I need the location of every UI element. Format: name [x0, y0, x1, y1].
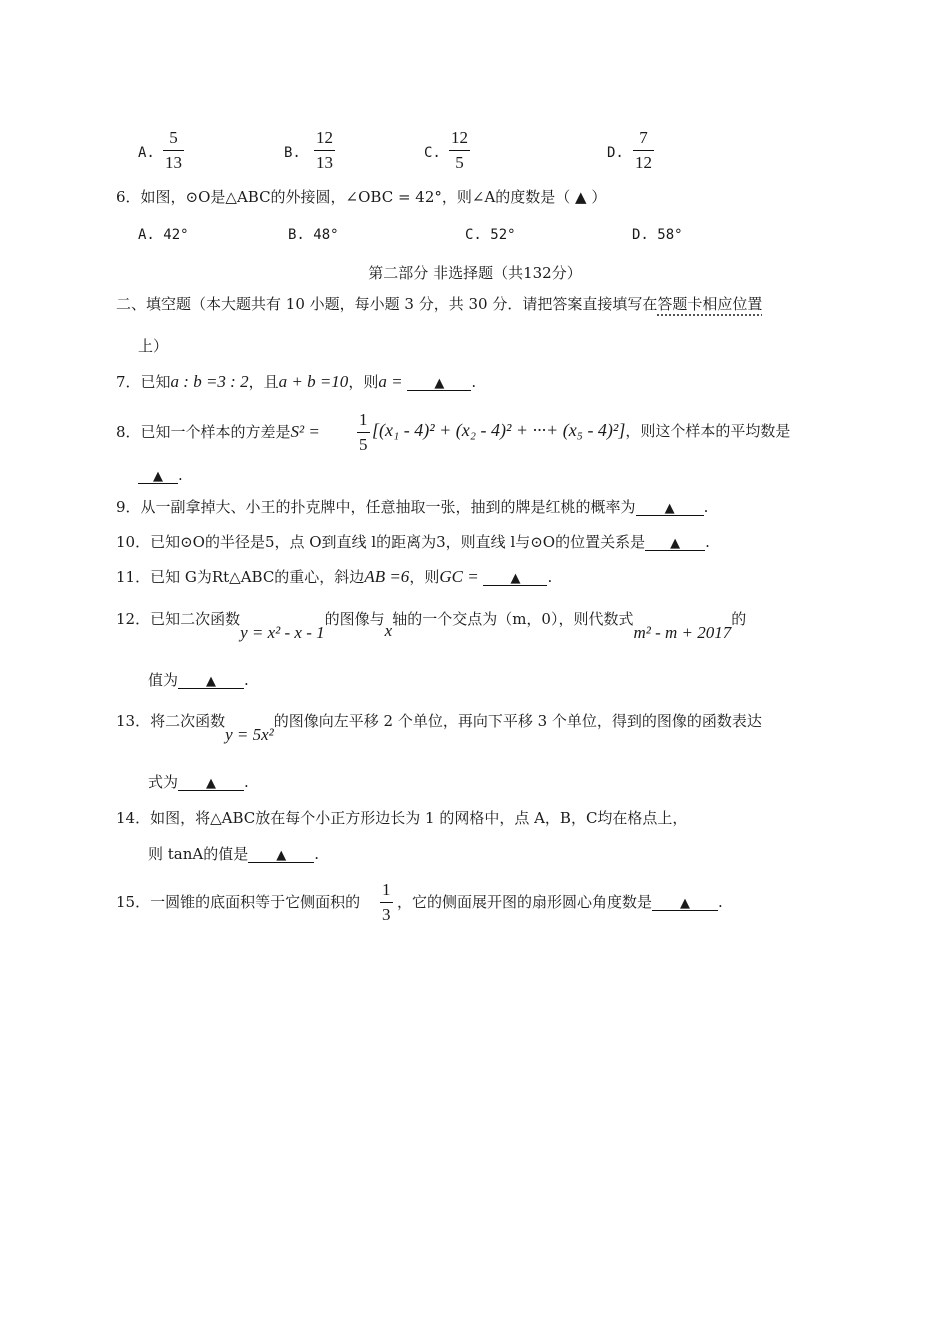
- q7-mid2: ，则: [348, 373, 379, 391]
- q8-end: .: [178, 466, 183, 484]
- q8-post: ，则这个样本的平均数是: [625, 422, 791, 440]
- q13-line2: 式为: [148, 773, 179, 791]
- q5-b-den: 13: [316, 153, 333, 172]
- q8-bracket-line: [372, 421, 790, 439]
- section2-line2: 上）: [138, 337, 169, 355]
- q14-line2: 则 tanA的值是: [148, 845, 249, 863]
- fraction-bar: [380, 902, 393, 903]
- triangle-icon: ▲: [510, 571, 521, 586]
- section2-dotted-emphasis: 答题卡相应位置: [657, 295, 763, 313]
- fraction-bar: [357, 432, 370, 433]
- triangle-icon: ▲: [680, 896, 691, 911]
- q11-pre: 11．已知 G为Rt△ABC的重心，斜边: [116, 568, 365, 586]
- q15-pre: 15．一圆锥的底面积等于它侧面积的: [116, 893, 361, 911]
- q6-option-d: D. 58°: [632, 227, 683, 243]
- q7-pre: 7．已知: [116, 373, 171, 391]
- triangle-icon: ▲: [206, 776, 217, 791]
- q8-frac-den: 5: [359, 435, 368, 454]
- q15-fraction: [380, 880, 393, 925]
- q7-answer-label: a =: [378, 372, 403, 391]
- q11-ab: AB =6: [364, 567, 410, 586]
- triangle-icon: ▲: [206, 674, 217, 689]
- q13-answer: 式为 ▲ .: [148, 773, 249, 791]
- q6-option-a: A. 42°: [138, 227, 189, 243]
- q5-option-d-fraction: [633, 128, 654, 173]
- q13-function: y = 5x²: [225, 725, 274, 744]
- q11-gc: GC =: [439, 567, 479, 586]
- q5-option-b-letter: B.: [284, 145, 301, 161]
- q12-post: 的: [731, 610, 747, 628]
- triangle-icon: ▲: [670, 536, 681, 551]
- q11-question: 11．已知 G为Rt△ABC的重心，斜边AB =6，则GC = ▲ .: [116, 567, 553, 586]
- q7-ratio: a : b =3 : 2: [170, 372, 249, 391]
- q5-c-den: 5: [455, 153, 464, 172]
- q8-bracket-expression: [(x₁ - 4)² + (x₂ - 4)² + ···+ (x₅ - 4)²]: [372, 420, 626, 440]
- q9-text: 9．从一副拿掉大、小王的扑克牌中，任意抽取一张，抽到的牌是红桃的概率为: [116, 498, 636, 516]
- answer-blank: [636, 500, 704, 516]
- fraction-bar: [633, 150, 654, 151]
- q5-option-c-letter: C.: [424, 145, 441, 161]
- q14-answer: 则 tanA的值是 ▲ .: [148, 845, 320, 863]
- q15-rest: ，它的侧面展开图的扇形圆心角度数是 ▲ .: [397, 893, 723, 911]
- q8-formula-s: S² =: [290, 422, 320, 441]
- q15-frac-num: 1: [382, 880, 391, 899]
- answer-blank: [178, 673, 244, 689]
- q9-question: 9．从一副拿掉大、小王的扑克牌中，任意抽取一张，抽到的牌是红桃的概率为 ▲ .: [116, 498, 709, 516]
- triangle-icon: ▲: [664, 501, 675, 516]
- q6-option-c: C. 52°: [465, 227, 516, 243]
- q8-question: [116, 423, 320, 440]
- q8-fraction: [357, 410, 370, 455]
- q7-question: [116, 373, 476, 391]
- q5-d-num: 7: [639, 128, 648, 147]
- q12-mid2: 轴的一个交点为（m，0），则代数式: [392, 610, 634, 628]
- q5-option-a-letter: A.: [138, 145, 155, 161]
- q13-question: [116, 712, 762, 744]
- q10-question: 10．已知⊙O的半径是5，点 O到直线 l的距离为3，则直线 l与⊙O的位置关系是 ▲ .: [116, 533, 710, 551]
- fraction-bar: [449, 150, 470, 151]
- q12-line2: 值为: [148, 671, 179, 689]
- part2-heading: 第二部分 非选择题（共132分）: [368, 264, 582, 282]
- answer-blank: [645, 535, 705, 551]
- fraction-bar: [314, 150, 335, 151]
- q7-end: .: [471, 373, 477, 391]
- triangle-icon: ▲: [434, 376, 445, 391]
- q5-c-num: 12: [451, 128, 468, 147]
- q15-post: ，它的侧面展开图的扇形圆心角度数是: [397, 893, 653, 911]
- triangle-icon: ▲: [153, 469, 163, 484]
- q13-pre: 13．将二次函数: [116, 712, 226, 730]
- q6-option-b: B. 48°: [288, 227, 339, 243]
- q13-post: 的图像向左平移 2 个单位，再向下平移 3 个单位，得到的图像的函数表达: [273, 712, 762, 730]
- q12-x: x: [384, 621, 393, 640]
- q12-answer: 值为 ▲ .: [148, 671, 249, 689]
- q5-a-den: 13: [165, 153, 182, 172]
- q10-text: 10．已知⊙O的半径是5，点 O到直线 l的距离为3，则直线 l与⊙O的位置关系是: [116, 533, 646, 551]
- fraction-bar: [163, 150, 184, 151]
- section2-line1: 二、填空题（本大题共有 10 小题，每小题 3 分，共 30 分．请把答案直接填写在: [116, 295, 658, 313]
- q8-pre: 8．已知一个样本的方差是: [116, 423, 291, 441]
- answer-blank: [138, 468, 178, 484]
- section2-instructions: [116, 297, 762, 312]
- q6-question: 6．如图，⊙O是△ABC的外接圆，∠OBC = 42°，则∠A的度数是（ ▲ ）: [116, 188, 607, 206]
- answer-blank: [178, 775, 244, 791]
- q5-b-num: 12: [316, 128, 333, 147]
- triangle-icon: ▲: [276, 848, 287, 863]
- answer-blank: [652, 895, 718, 911]
- q15-question: [116, 895, 360, 910]
- answer-blank: [483, 570, 547, 586]
- q7-sum: a + b =10: [278, 372, 349, 391]
- q12-function: y = x² - x - 1: [240, 623, 325, 642]
- q11-mid: ，则: [409, 568, 440, 586]
- q8-answer: [138, 468, 183, 484]
- q12-expression: m² - m + 2017: [633, 623, 732, 642]
- q14-line1: 14．如图，将△ABC放在每个小正方形边长为 1 的网格中，点 A，B，C均在格点上，: [116, 809, 688, 827]
- q12-mid: 的图像与: [324, 610, 385, 628]
- q5-d-den: 12: [635, 153, 652, 172]
- q15-frac-den: 3: [382, 905, 391, 924]
- q5-option-a-fraction: [163, 128, 184, 173]
- answer-blank: [407, 375, 471, 391]
- q12-pre: 12．已知二次函数: [116, 610, 241, 628]
- answer-blank: [248, 847, 314, 863]
- q5-option-b-fraction: [314, 128, 335, 173]
- q5-a-num: 5: [169, 128, 178, 147]
- q7-mid: ，且: [248, 373, 279, 391]
- q5-option-c-fraction: [449, 128, 470, 173]
- q5-option-d-letter: D.: [607, 145, 624, 161]
- q12-question: [116, 610, 747, 642]
- q8-frac-num: 1: [359, 410, 368, 429]
